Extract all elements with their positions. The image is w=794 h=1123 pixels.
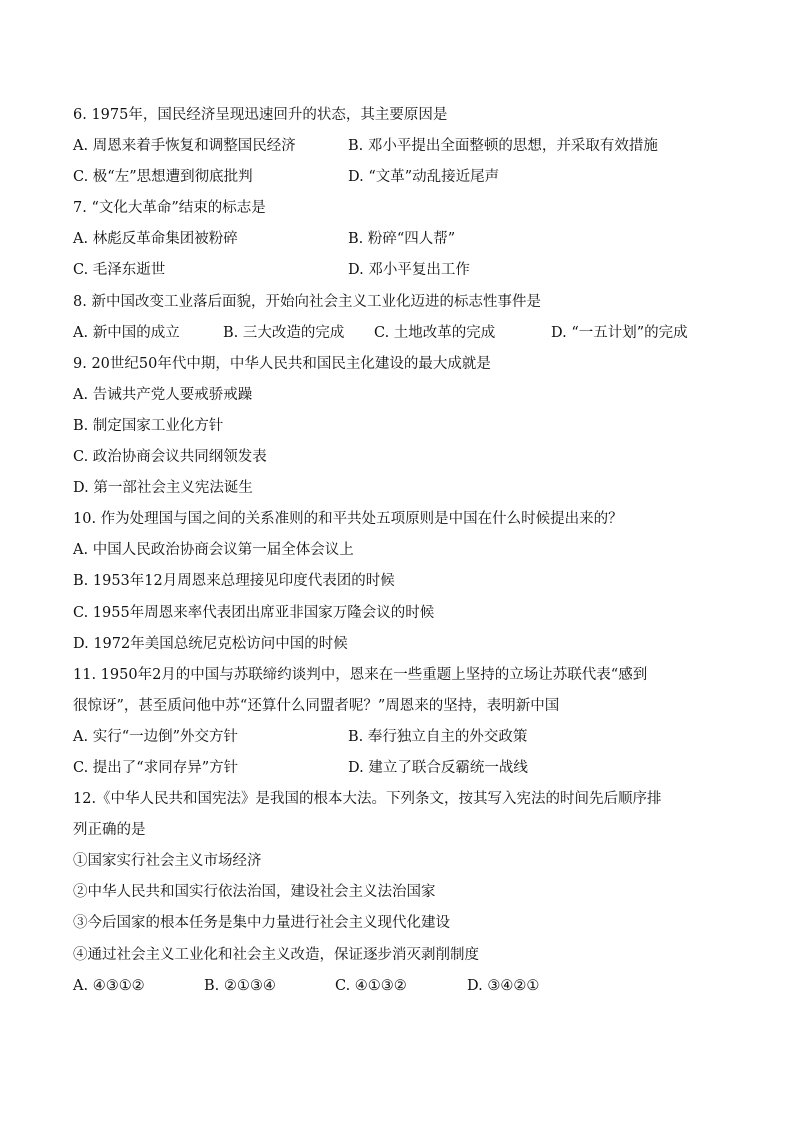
option-a[interactable]: A. 告诫共产党人要戒骄戒躁: [73, 386, 253, 403]
option-b[interactable]: B. 粉碎“四人帮”: [348, 231, 456, 248]
question-11-options-row-1: [73, 722, 733, 753]
option-b[interactable]: B. 制定国家工业化方针: [73, 417, 224, 434]
question-10-stem: 10. 作为处理国与国之间的关系准则的和平共处五项原则是中国在什么时候提出来的？: [73, 511, 623, 528]
question-6-options-row-1: [73, 131, 733, 162]
option-c[interactable]: C. 土地改革的完成: [374, 324, 496, 341]
question-11-options-row-2: [73, 753, 733, 784]
question-12-stem-line-2: 列正确的是: [73, 822, 146, 839]
question-7-options-row-1: [73, 224, 733, 255]
exam-page: [73, 100, 733, 1002]
option-a[interactable]: A. 新中国的成立: [73, 324, 180, 341]
option-b[interactable]: B. 邓小平提出全面整顿的思想，并采取有效措施: [348, 138, 658, 155]
option-c[interactable]: C. 毛泽东逝世: [73, 262, 166, 279]
statement-item: ②中华人民共和国实行依法治国，建设社会主义法治国家: [73, 884, 436, 901]
option-c[interactable]: C. ④①③②: [335, 977, 407, 994]
option-b[interactable]: B. ②①③④: [204, 977, 276, 994]
option-d[interactable]: D. 邓小平复出工作: [348, 262, 470, 279]
question-6-stem: 6. 1975年，国民经济呈现迅速回升的状态，其主要原因是: [73, 107, 448, 123]
option-d[interactable]: D. “一五计划”的完成: [551, 324, 688, 341]
option-d[interactable]: D. 建立了联合反霸统一战线: [348, 759, 528, 776]
statement-item: ①国家实行社会主义市场经济: [73, 853, 262, 870]
option-b[interactable]: B. 奉行独立自主的外交政策: [348, 728, 528, 745]
option-d[interactable]: D. “文革”动乱接近尾声: [348, 169, 500, 186]
option-b[interactable]: B. 1953年12月周恩来总理接见印度代表团的时候: [73, 573, 395, 590]
statement-item: ③今后国家的根本任务是集中力量进行社会主义现代化建设: [73, 915, 450, 932]
option-b[interactable]: B. 三大改造的完成: [223, 324, 345, 341]
question-12-options-row: [73, 971, 733, 1002]
option-c[interactable]: C. 1955年周恩来率代表团出席亚非国家万隆会议的时候: [73, 604, 435, 621]
question-9-stem: 9. 20世纪50年代中期，中华人民共和国民主化建设的最大成就是: [73, 355, 491, 372]
question-8-options-row: [73, 318, 733, 349]
option-a[interactable]: A. 周恩来着手恢复和调整国民经济: [73, 138, 296, 155]
option-c[interactable]: C. 极“左”思想遭到彻底批判: [73, 169, 253, 186]
question-8-stem: 8. 新中国改变工业落后面貌，开始向社会主义工业化迈进的标志性事件是: [73, 293, 541, 310]
option-a[interactable]: A. ④③①②: [73, 977, 145, 994]
option-a[interactable]: A. 实行“一边倒”外交方针: [73, 728, 239, 745]
question-12-stem-line-1: 12.《中华人民共和国宪法》是我国的根本大法。下列条文，按其写入宪法的时间先后顺序排: [73, 791, 662, 808]
option-c[interactable]: C. 政治协商会议共同纲领发表: [73, 449, 267, 466]
option-a[interactable]: A. 中国人民政治协商会议第一届全体会议上: [73, 542, 354, 559]
question-7-stem: 7. “文化大革命”结束的标志是: [73, 200, 266, 217]
question-6-options-row-2: [73, 162, 733, 193]
option-a[interactable]: A. 林彪反革命集团被粉碎: [73, 231, 238, 248]
statement-item: ④通过社会主义工业化和社会主义改造，保证逐步消灭剥削制度: [73, 946, 479, 963]
question-11-stem-line-1: 11. 1950年2月的中国与苏联缔约谈判中，恩来在一些重题上坚持的立场让苏联代表“感到: [73, 666, 648, 683]
option-d[interactable]: D. 第一部社会主义宪法诞生: [73, 480, 253, 497]
option-d[interactable]: D. 1972年美国总统尼克松访问中国的时候: [73, 635, 348, 652]
question-11-stem-line-2: 很惊讶”，甚至质问他中苏“还算什么同盟者呢？”周恩来的坚持，表明新中国: [73, 697, 560, 714]
option-d[interactable]: D. ③④②①: [467, 977, 540, 994]
option-c[interactable]: C. 提出了“求同存异”方针: [73, 759, 239, 776]
question-7-options-row-2: [73, 255, 733, 286]
